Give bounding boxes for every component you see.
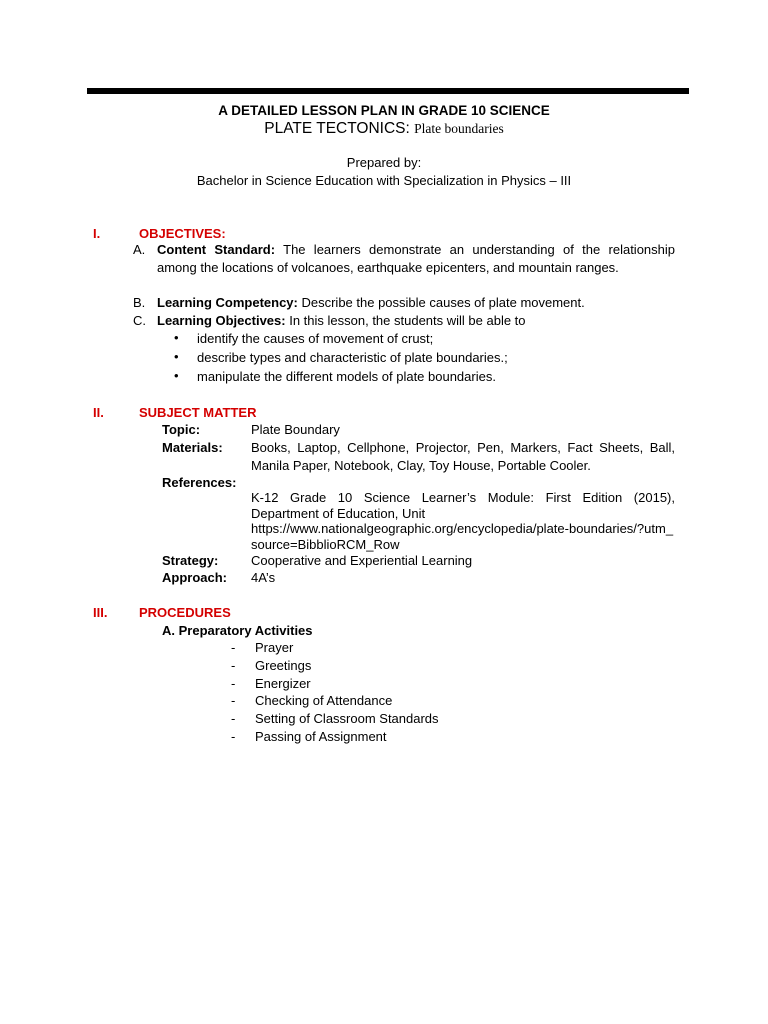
strategy-value: Cooperative and Experiential Learning (251, 553, 473, 568)
learning-objectives-label: Learning Objectives: (157, 313, 286, 328)
learning-competency-text: Describe the possible causes of plate movement. (301, 295, 585, 310)
dash-icon: - (231, 729, 236, 744)
materials-value: Books, Laptop, Cellphone, Projector, Pen, Markers, Fact Sheets, Ball, Manila Paper, Notebook, Clay, Toy House, Portable Cooler. (251, 440, 675, 473)
prepared-by-label: Prepared by: (346, 155, 422, 170)
list-item: Setting of Classroom Standards (255, 711, 439, 726)
topic-value: Plate Boundary (251, 422, 340, 437)
approach-value: 4A’s (251, 570, 276, 585)
list-item: Checking of Attendance (255, 693, 393, 708)
dash-icon: - (231, 658, 236, 673)
learning-competency (157, 294, 585, 312)
dash-icon: - (231, 676, 236, 691)
dash-icon: - (231, 640, 236, 655)
header-rule (87, 88, 689, 94)
list-item: identify the causes of movement of crust; (197, 331, 434, 346)
section-numeral: II. (93, 405, 104, 420)
content-standard-label: Content Standard: (157, 242, 276, 257)
reference-1: K-12 Grade 10 Science Learner’s Module: First Edition (2015), Department of Education, Unit (251, 490, 675, 521)
section-heading-subject-matter: SUBJECT MATTER (139, 405, 257, 420)
references-label: References: (162, 475, 237, 490)
dash-icon: - (231, 693, 236, 708)
list-item: describe types and characteristic of plate boundaries.; (197, 350, 508, 365)
bullet-icon: • (174, 368, 179, 383)
content-standard-text: The learners demonstrate an understanding of the relationship among the locations of volcanoes, earthquake epicenters, and mountain ranges. (157, 242, 675, 275)
approach-label: Approach: (162, 570, 227, 585)
content-standard (157, 241, 675, 277)
bullet-icon: • (174, 330, 179, 345)
section-numeral: I. (93, 226, 101, 241)
subject-label: PLATE TECTONICS: (264, 120, 410, 137)
section-numeral: III. (93, 605, 108, 620)
list-letter: B. (133, 295, 146, 310)
list-item: Energizer (255, 676, 311, 691)
subtopic-label: Plate boundaries (414, 121, 504, 136)
topic-label: Topic: (162, 422, 201, 437)
dash-icon: - (231, 711, 236, 726)
preparatory-activities-heading: A. Preparatory Activities (162, 623, 313, 638)
reference-2: https://www.nationalgeographic.org/encyclopedia/plate-boundaries/?utm_source=BibblioRCM_Row (251, 521, 674, 552)
section-heading-objectives: OBJECTIVES: (139, 226, 226, 241)
preparer-name: Bachelor in Science Education with Specialization in Physics – III (196, 173, 572, 188)
list-item: Prayer (255, 640, 294, 655)
list-item: manipulate the different models of plate boundaries. (197, 369, 496, 384)
learning-objectives-text: In this lesson, the students will be able to (289, 313, 526, 328)
learning-objectives (157, 312, 526, 330)
document-subtitle (0, 120, 768, 138)
document-title: A DETAILED LESSON PLAN IN GRADE 10 SCIENCE (218, 103, 550, 118)
list-item: Greetings (255, 658, 312, 673)
list-item: Passing of Assignment (255, 729, 387, 744)
list-letter: A. (133, 242, 146, 257)
learning-competency-label: Learning Competency: (157, 295, 298, 310)
section-heading-procedures: PROCEDURES (139, 605, 231, 620)
materials-label: Materials: (162, 440, 223, 455)
bullet-icon: • (174, 349, 179, 364)
list-letter: C. (133, 313, 146, 328)
strategy-label: Strategy: (162, 553, 219, 568)
